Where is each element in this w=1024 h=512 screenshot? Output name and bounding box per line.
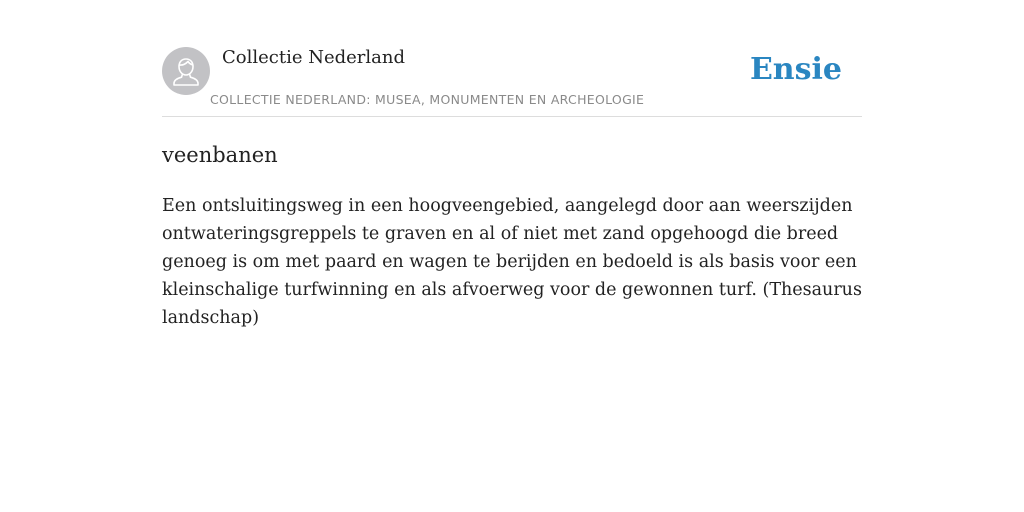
entry-definition: Een ontsluitingsweg in een hoogveengebied, aangelegd door aan weerszijden ontwateringsgreppels te graven en al of niet met zand opgehoogd die breed genoeg is om met paard en wagen te berijden en bedoeld is als basis voor een kleinschalige turfwinning en als afvoerweg voor de gewonnen turf. (Thesaurus landschap) [162, 196, 862, 328]
entry-card [162, 0, 862, 512]
user-silhouette-icon [162, 47, 210, 95]
entry-header [162, 0, 862, 117]
avatar[interactable] [162, 47, 210, 95]
brand-logo[interactable]: Ensie [749, 52, 842, 87]
author-name[interactable]: Collectie Nederland [222, 47, 406, 68]
entry-term: veenbanen [162, 143, 278, 167]
source-label[interactable]: COLLECTIE NEDERLAND: MUSEA, MONUMENTEN EN ARCHEOLOGIE [210, 92, 645, 107]
